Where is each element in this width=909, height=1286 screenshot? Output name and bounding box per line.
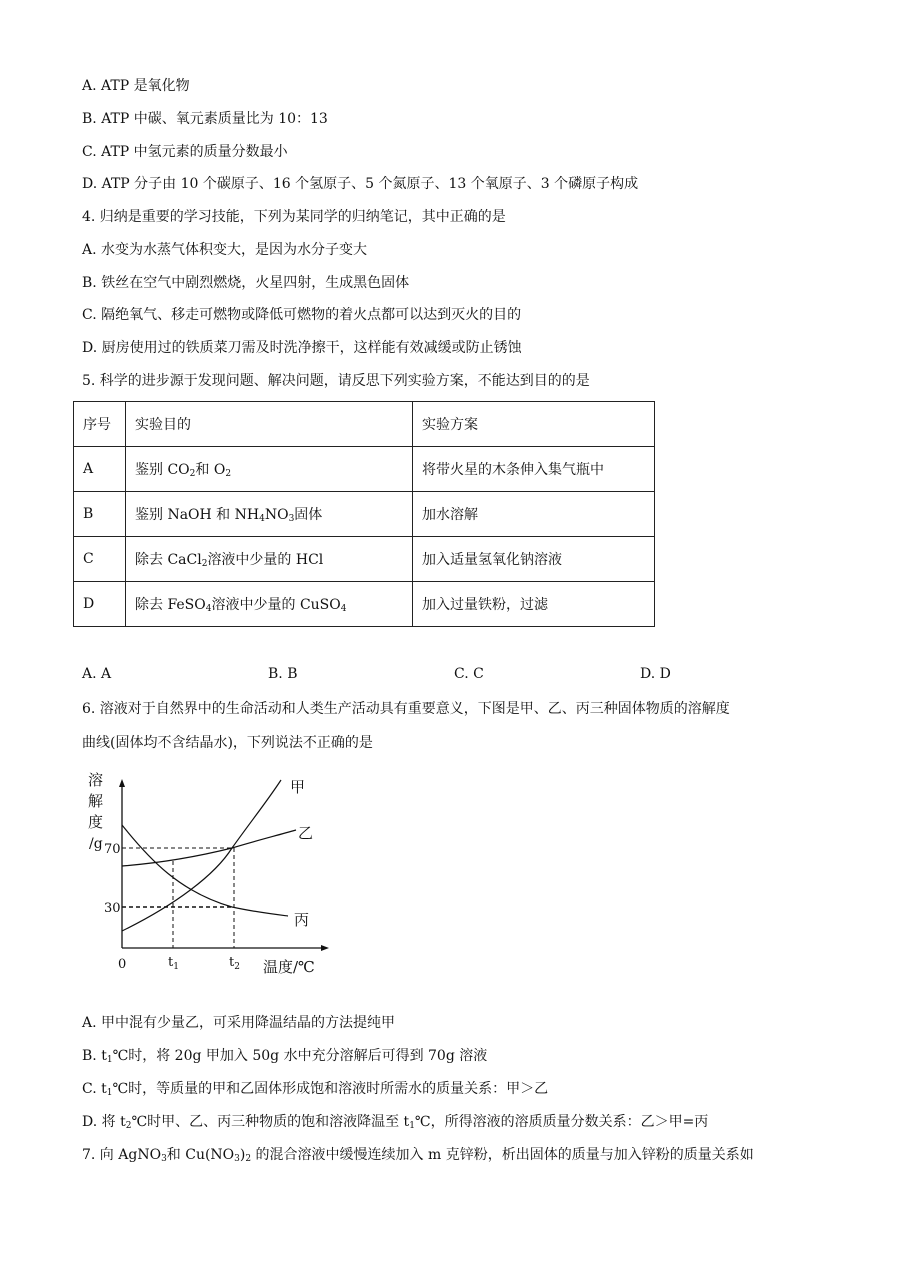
series-label-jia: 甲 bbox=[290, 778, 306, 796]
x-axis-label: 温度/℃ bbox=[263, 958, 315, 976]
series-label-bing: 丙 bbox=[294, 911, 310, 929]
q4-option-c: C. 隔绝氧气、移走可燃物或降低可燃物的着火点都可以达到灭火的目的 bbox=[82, 307, 522, 323]
x-tick-t1: $t_1$ bbox=[168, 955, 179, 972]
q5-option-a: A. A bbox=[82, 666, 112, 682]
row-plan: 加入适量氢氧化钠溶液 bbox=[413, 537, 655, 582]
row-plan: 将带火星的木条伸入集气瓶中 bbox=[413, 447, 655, 492]
header-index: 序号 bbox=[74, 402, 126, 447]
y-tick-30: 30 bbox=[104, 901, 121, 916]
row-purpose: 除去 CaCl$_2$溶液中少量的 HCl bbox=[126, 537, 413, 582]
q6-stem-line2: 曲线(固体均不含结晶水)，下列说法不正确的是 bbox=[82, 735, 373, 751]
x-tick-t2: $t_2$ bbox=[229, 955, 240, 972]
header-purpose: 实验目的 bbox=[126, 402, 413, 447]
q4-option-d: D. 厨房使用过的铁质菜刀需及时洗净擦干，这样能有效减缓或防止锈蚀 bbox=[82, 340, 522, 356]
row-purpose: 除去 FeSO$_4$溶液中少量的 CuSO$_4$ bbox=[126, 582, 413, 627]
q3-option-b: B. ATP 中碳、氧元素质量比为 10：13 bbox=[82, 111, 328, 127]
series-label-yi: 乙 bbox=[298, 824, 314, 842]
q6-option-a: A. 甲中混有少量乙，可采用降温结晶的方法提纯甲 bbox=[82, 1015, 396, 1031]
q7-stem: 7. 向 AgNO$_3$和 $Cu(NO_3)_2$ 的混合溶液中缓慢连续加入 m 克锌粉，析出固体的质量与加入锌粉的质量关系如 bbox=[82, 1147, 754, 1164]
row-purpose: 鉴别 $CO_2$和 $O_2$ bbox=[126, 447, 413, 492]
q3-option-c: C. ATP 中氢元素的质量分数最小 bbox=[82, 144, 288, 160]
header-plan: 实验方案 bbox=[413, 402, 655, 447]
q6-option-d: D. 将 $t_2℃$时甲、乙、丙三种物质的饱和溶液降温至 $t_1℃$，所得溶液的溶质质量分数关系：乙＞甲=丙 bbox=[82, 1114, 709, 1131]
row-id: C bbox=[74, 537, 126, 582]
y-label-char: 度 bbox=[88, 813, 104, 831]
q6-stem-line1: 6. 溶液对于自然界中的生命活动和人类生产活动具有重要意义，下图是甲、乙、丙三种固体物质的溶解度 bbox=[82, 701, 730, 717]
row-id: D bbox=[74, 582, 126, 627]
q6-option-b: B. $t_1℃$时，将 20g 甲加入 50g 水中充分溶解后可得到 70g 溶液 bbox=[82, 1048, 488, 1065]
y-tick-70: 70 bbox=[104, 842, 121, 857]
q4-stem: 4. 归纳是重要的学习技能，下列为某同学的归纳笔记，其中正确的是 bbox=[82, 209, 506, 225]
q5-option-b: B. B bbox=[268, 666, 298, 682]
row-plan: 加水溶解 bbox=[413, 492, 655, 537]
row-id: B bbox=[74, 492, 126, 537]
y-label-char: 溶 bbox=[88, 771, 104, 789]
q5-stem: 5. 科学的进步源于发现问题、解决问题，请反思下列实验方案，不能达到目的的是 bbox=[82, 373, 590, 389]
q3-option-a: A. ATP 是氧化物 bbox=[82, 78, 190, 94]
q4-option-a: A. 水变为水蒸气体积变大，是因为水分子变大 bbox=[82, 242, 368, 258]
y-label-char: /g bbox=[89, 836, 103, 852]
q5-option-d: D. D bbox=[640, 666, 671, 682]
q3-option-d: D. ATP 分子由 10 个碳原子、16 个氢原子、5 个氮原子、13 个氧原子、3 个磷原子构成 bbox=[82, 176, 639, 192]
row-id: A bbox=[74, 447, 126, 492]
curve-jia bbox=[122, 780, 281, 931]
q5-option-c: C. C bbox=[454, 666, 484, 682]
row-plan: 加入过量铁粉，过滤 bbox=[413, 582, 655, 627]
q4-option-b: B. 铁丝在空气中剧烈燃烧，火星四射，生成黑色固体 bbox=[82, 275, 410, 291]
y-label-char: 解 bbox=[88, 792, 104, 810]
q6-option-c: C. $t_1℃$时，等质量的甲和乙固体形成饱和溶液时所需水的质量关系：甲＞乙 bbox=[82, 1081, 549, 1098]
origin-label: 0 bbox=[118, 957, 127, 972]
row-purpose: 鉴别 NaOH 和 $NH_4NO_3$固体 bbox=[126, 492, 413, 537]
